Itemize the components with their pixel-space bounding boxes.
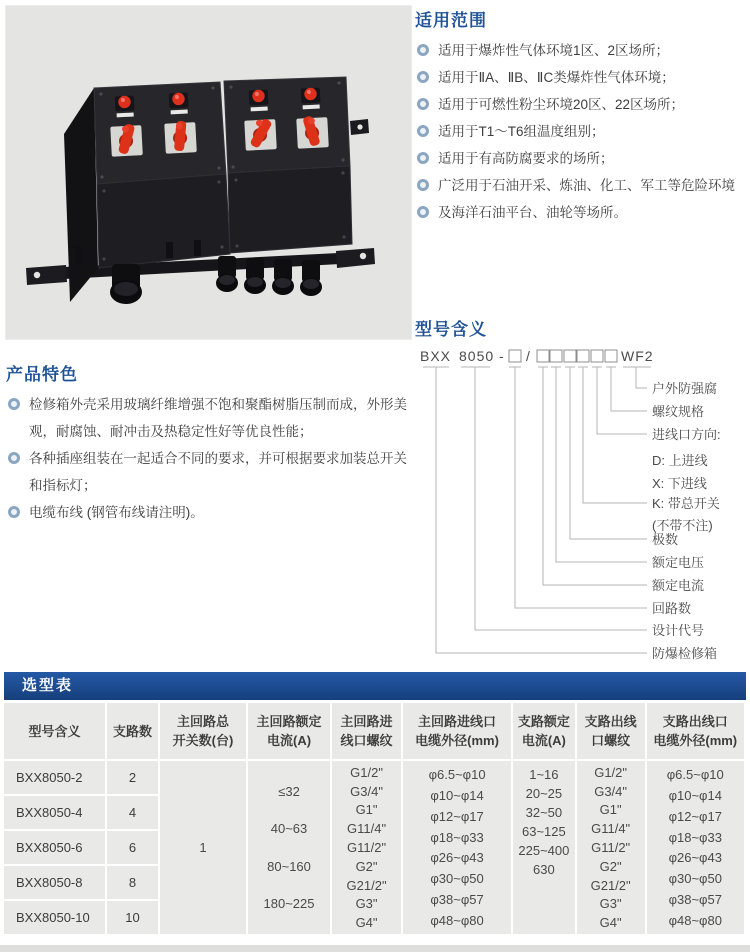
value-line: G4" xyxy=(355,915,378,931)
table-header-cell xyxy=(4,703,107,761)
value-line: φ26~φ43 xyxy=(430,850,484,866)
branch-cable-od-cell xyxy=(647,761,747,936)
ring-bullet-icon xyxy=(8,506,20,518)
value-line: φ30~φ50 xyxy=(668,871,722,887)
list-item xyxy=(415,91,747,118)
model-cell: BXX8050-6 xyxy=(4,831,107,866)
value-line: 1 xyxy=(199,840,207,855)
selection-table xyxy=(4,703,746,936)
features-list xyxy=(6,391,412,526)
model-label: 螺纹规格 xyxy=(652,404,705,419)
value-line: G1" xyxy=(355,802,378,818)
list-item xyxy=(415,64,747,91)
value-line: φ10~φ14 xyxy=(430,787,484,803)
branch-thread-cell xyxy=(577,761,647,936)
model-code-box xyxy=(605,350,617,362)
value-line: φ10~φ14 xyxy=(668,787,722,803)
value-line: G11/2" xyxy=(347,839,387,855)
application-item-text: 适用于T1～T6组温度组别； xyxy=(438,124,605,139)
features-title: 产品特色 xyxy=(6,365,78,384)
header-text: 支路额定 xyxy=(517,714,570,729)
list-item xyxy=(6,391,412,445)
value-line: G3" xyxy=(599,896,622,912)
model-code-box xyxy=(577,350,589,362)
model-code-suffix: WF2 xyxy=(621,348,654,364)
value-line: G2" xyxy=(599,858,622,874)
branches-cell: 6 xyxy=(107,831,160,866)
value-line: G4" xyxy=(599,915,622,931)
header-text: 电缆外径(mm) xyxy=(653,733,738,748)
list-item xyxy=(415,172,747,199)
list-item xyxy=(415,199,747,226)
model-label: 进线口方向: xyxy=(652,427,721,442)
value-line: G3/4" xyxy=(350,783,383,799)
value-line: φ18~φ33 xyxy=(430,829,484,845)
value-line: φ6.5~φ10 xyxy=(428,766,486,782)
value-line: φ38~φ57 xyxy=(430,892,484,908)
application-item-text: 及海洋石油平台、油轮等场所。 xyxy=(438,205,627,220)
main-thread-cell xyxy=(332,761,403,936)
main-current-cell xyxy=(248,761,332,936)
diagram-labels xyxy=(652,381,721,661)
model-label: X: 下进线 xyxy=(652,476,707,491)
page-bottom-strip xyxy=(0,945,750,952)
application-title: 适用范围 xyxy=(415,11,487,30)
ring-bullet-icon xyxy=(417,179,429,191)
product-photo-drawing xyxy=(6,6,411,339)
application-section xyxy=(415,6,747,226)
ring-bullet-icon xyxy=(417,71,429,83)
ring-bullet-icon xyxy=(417,98,429,110)
header-text: 主回路总 xyxy=(176,714,229,729)
value-line: G11/2" xyxy=(591,839,631,855)
feature-item-text: 检修箱外壳采用玻璃纤维增强不饱和聚酯树脂压制而成，外形美观，耐腐蚀、耐冲击及热稳定性好等优良性能； xyxy=(29,397,407,439)
table-header-cell xyxy=(332,703,403,761)
value-line: 80~160 xyxy=(267,858,311,874)
value-line: φ6.5~φ10 xyxy=(666,766,724,782)
model-cell: BXX8050-8 xyxy=(4,866,107,901)
ring-bullet-icon xyxy=(8,398,20,410)
value-line: G21/2" xyxy=(346,877,387,893)
model-label: K: 带总开关 xyxy=(652,496,720,511)
value-line: 32~50 xyxy=(525,805,563,820)
value-line: G21/2" xyxy=(590,877,631,893)
header-text: 主回路额定 xyxy=(256,714,322,729)
value-line: G1" xyxy=(599,802,622,818)
model-meaning-title: 型号含义 xyxy=(415,320,487,339)
value-line: 225~400 xyxy=(518,843,570,858)
value-line: G11/4" xyxy=(347,821,387,837)
model-label: 极数 xyxy=(652,532,679,547)
model-code-box xyxy=(550,350,562,362)
header-text: 开关数(台) xyxy=(172,733,234,748)
header-text: 支路数 xyxy=(112,723,152,739)
features-section xyxy=(6,360,412,526)
application-item-text: 适用于爆炸性气体环境1区、2区场所； xyxy=(438,43,670,58)
branch-current-cell xyxy=(513,761,577,936)
table-header-cell xyxy=(513,703,577,761)
list-item xyxy=(415,145,747,172)
table-header-cell xyxy=(160,703,248,761)
header-text: 线口螺纹 xyxy=(340,733,393,748)
model-label: 回路数 xyxy=(652,601,692,616)
model-cell: BXX8050-10 xyxy=(4,901,107,936)
value-line: G11/4" xyxy=(591,821,631,837)
value-line: G1/2" xyxy=(594,764,628,780)
feature-item-text: 各种插座组装在一起适合不同的要求，并可根据要求加装总开关和指标灯； xyxy=(29,451,407,493)
main-cable-od-cell xyxy=(403,761,513,936)
model-code-box xyxy=(564,350,576,362)
header-text: 主回路进 xyxy=(340,714,393,729)
list-item xyxy=(6,445,412,499)
model-label: 设计代号 xyxy=(652,623,705,638)
table-header-row xyxy=(4,703,746,761)
value-line: 1~16 xyxy=(529,767,559,782)
model-code-box xyxy=(591,350,603,362)
table-header-cell xyxy=(577,703,647,761)
application-item-text: 适用于可燃性粉尘环境20区、22区场所； xyxy=(438,97,685,112)
header-text: 型号含义 xyxy=(28,723,81,739)
value-line: φ18~φ33 xyxy=(668,829,722,845)
table-header-cell xyxy=(647,703,747,761)
main-switch-count-cell xyxy=(160,761,248,936)
ring-bullet-icon xyxy=(417,125,429,137)
value-line: 63~125 xyxy=(521,824,566,839)
model-label: 户外防强腐 xyxy=(652,381,718,396)
selection-table-title: 选型表 xyxy=(22,677,74,694)
model-label: D: 上进线 xyxy=(652,453,708,468)
list-item xyxy=(6,499,412,526)
value-line: 40~63 xyxy=(270,821,308,837)
model-cell: BXX8050-4 xyxy=(4,796,107,831)
table-header-cell xyxy=(403,703,513,761)
branches-cell: 4 xyxy=(107,796,160,831)
list-item xyxy=(415,37,747,64)
model-label: 额定电压 xyxy=(652,555,705,570)
model-code-slash: / xyxy=(526,348,531,364)
value-line: G3/4" xyxy=(594,783,628,799)
value-line: 180~225 xyxy=(263,896,315,912)
model-code-design: 8050 xyxy=(459,348,495,364)
model-label: (不带不注) xyxy=(652,518,713,533)
model-code-dash: - xyxy=(499,348,505,364)
selection-section xyxy=(4,672,746,936)
model-label: 额定电流 xyxy=(652,578,705,593)
value-line: 20~25 xyxy=(525,786,563,801)
value-line: G2" xyxy=(355,858,378,874)
table-row xyxy=(4,761,746,796)
model-code-box xyxy=(537,350,549,362)
model-label: 防爆检修箱 xyxy=(652,646,718,661)
header-text: 口螺纹 xyxy=(591,733,631,748)
value-line: φ38~φ57 xyxy=(668,892,722,908)
value-line: φ30~φ50 xyxy=(430,871,484,887)
application-item-text: 适用于有高防腐要求的场所； xyxy=(438,151,614,166)
value-line: G1/2" xyxy=(350,764,383,780)
ring-bullet-icon xyxy=(417,152,429,164)
model-code-box xyxy=(509,350,521,362)
header-text: 电流(A) xyxy=(266,733,312,748)
value-line: φ12~φ17 xyxy=(668,808,722,824)
ring-bullet-icon xyxy=(417,44,429,56)
value-line: ≤32 xyxy=(278,783,300,799)
value-line: 630 xyxy=(533,862,555,877)
application-item-text: 适用于ⅡA、ⅡB、ⅡC类爆炸性气体环境； xyxy=(438,70,675,85)
header-text: 电缆外径(mm) xyxy=(415,733,499,748)
ring-bullet-icon xyxy=(417,206,429,218)
table-header-cell xyxy=(107,703,160,761)
value-line: φ48~φ80 xyxy=(668,913,722,928)
model-code-prefix: BXX xyxy=(420,348,452,364)
model-diagram xyxy=(415,347,747,673)
feature-item-text: 电缆布线 (钢管布线请注明)。 xyxy=(29,505,204,520)
header-text: 支路出线口 xyxy=(662,714,728,729)
value-line: G3" xyxy=(355,896,378,912)
application-list xyxy=(415,37,747,226)
header-text: 主回路进线口 xyxy=(418,714,497,729)
value-line: φ48~φ80 xyxy=(430,913,484,928)
header-text: 支路出线 xyxy=(584,714,637,729)
list-item xyxy=(415,118,747,145)
table-header-cell xyxy=(248,703,332,761)
ring-bullet-icon xyxy=(8,452,20,464)
value-line: φ26~φ43 xyxy=(668,850,722,866)
application-item-text: 广泛用于石油开采、炼油、化工、军工等危险环境 xyxy=(438,178,735,193)
diagram-connectors xyxy=(436,367,647,653)
product-photo xyxy=(5,5,412,340)
model-cell: BXX8050-2 xyxy=(4,761,107,796)
header-text: 电流(A) xyxy=(521,733,566,748)
branches-cell: 8 xyxy=(107,866,160,901)
model-meaning-section xyxy=(415,315,749,678)
value-line: φ12~φ17 xyxy=(430,808,484,824)
branches-cell: 10 xyxy=(107,901,160,936)
branches-cell: 2 xyxy=(107,761,160,796)
selection-table-title-bar xyxy=(4,672,746,700)
